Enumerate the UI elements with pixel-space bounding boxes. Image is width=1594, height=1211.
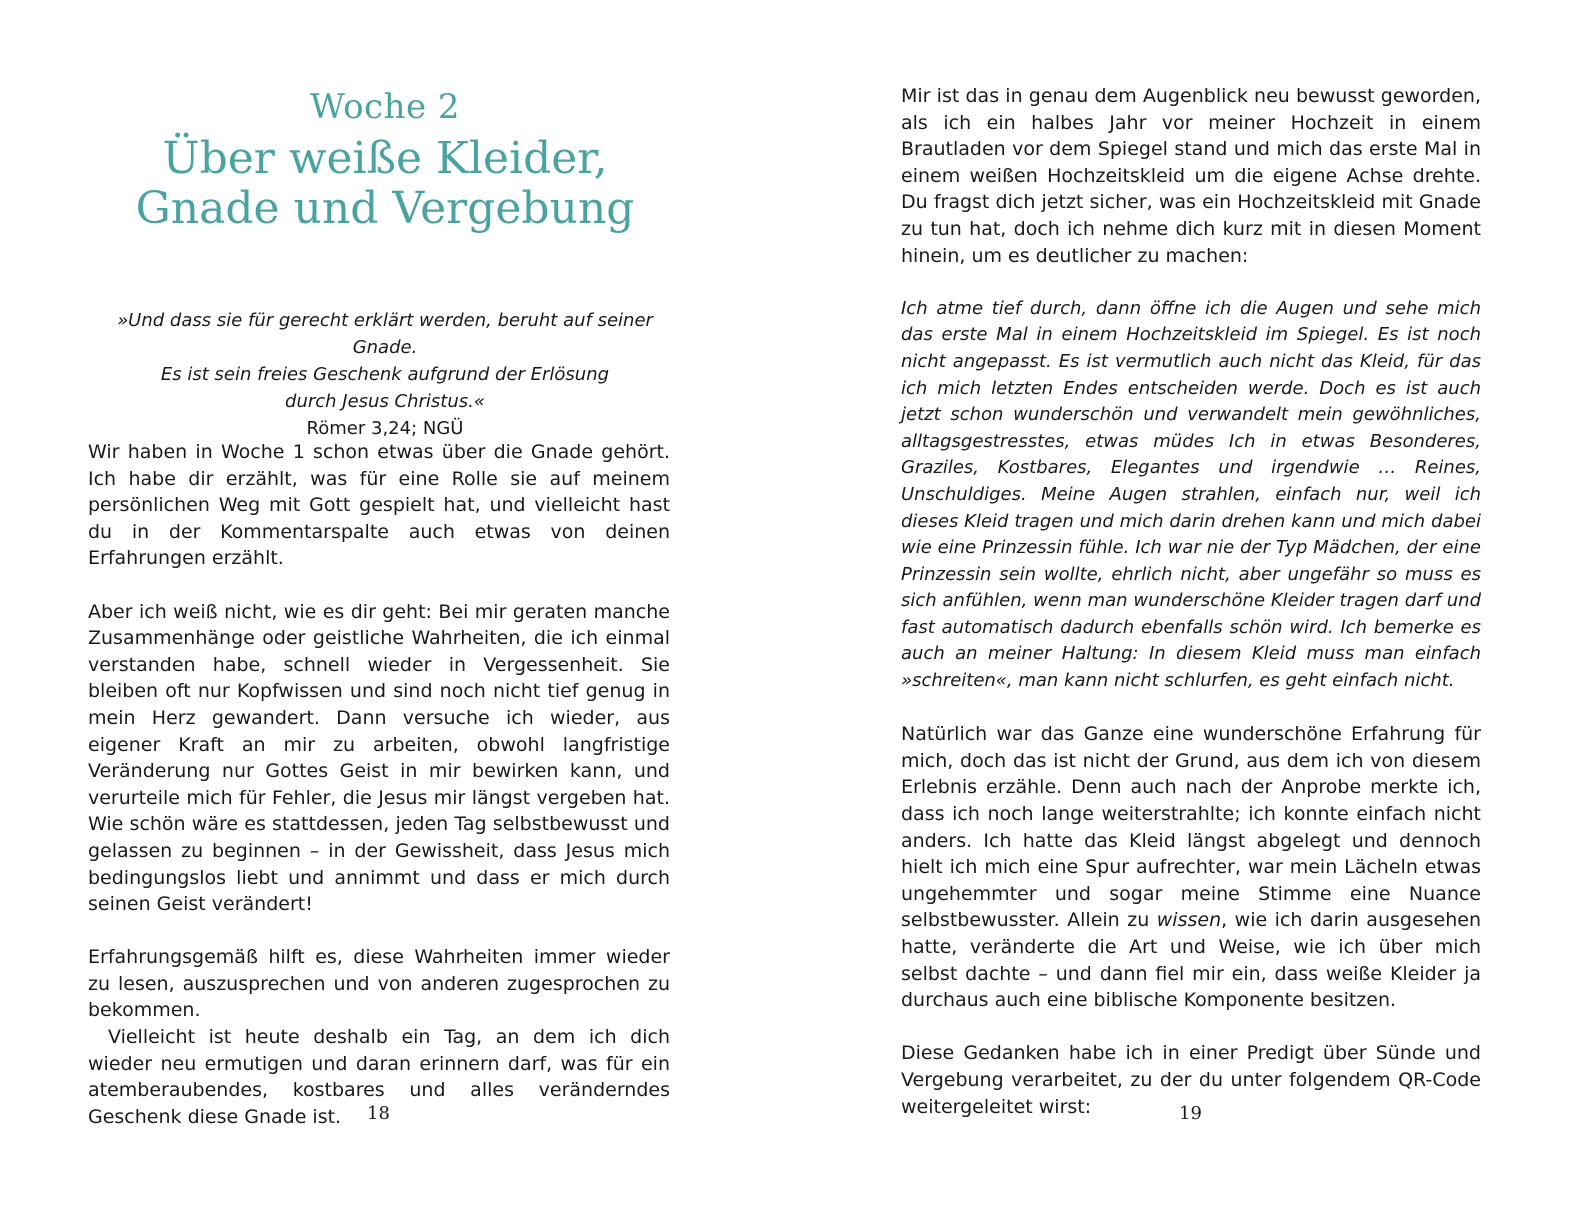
- page-number: 18: [367, 1103, 390, 1124]
- paragraph: Mir ist das in genau dem Augenblick neu bewusst geworden, als ich ein halbes Jahr vor meiner Hochzeit in einem Brautladen vor dem Spiegel stand und mich das erste Mal in einem weißen Hochzeitskleid um die eigene Achse drehte. Du fragst dich jetzt sicher, was ein Hochzeitskleid mit Gnade zu tun hat, doch ich nehme dich kurz mit in diesen Moment hinein, um es deutlicher zu machen:: [901, 85, 1481, 267]
- left-body-text: [88, 439, 670, 1130]
- epigraph-line: Es ist sein freies Geschenk aufgrund der Erlösung: [160, 364, 610, 385]
- paragraph: Diese Gedanken habe ich in einer Predigt über Sünde und Vergebung verarbeitet, zu der du unter folgendem QR-Code weitergeleitet wirst:: [901, 1042, 1481, 1118]
- paragraph: Wir haben in Woche 1 schon etwas über die Gnade gehört. Ich habe dir erzählt, was für eine Rolle sie auf meinem persönlichen Weg mit Gott gespielt hat, und vielleicht hast du in der Kommentarspalte auch etwas von deinen Erfahrungen erzählt.: [88, 441, 670, 570]
- epigraph-reference: Römer 3,24; NGÜ: [306, 418, 464, 439]
- chapter-title: Über weiße Kleider, Gnade und Vergebung: [135, 133, 635, 234]
- week-label: Woche 2: [309, 87, 461, 127]
- paragraph: Vielleicht ist heute deshalb ein Tag, an dem ich dich wieder neu ermutigen und daran erinnern darf, was für ein atemberaubendes, kostbares und alles veränderndes Geschenk diese Gnade ist.: [88, 1026, 670, 1128]
- right-page: [797, 0, 1594, 1211]
- epigraph: [85, 307, 685, 442]
- text-run: Natürlich war das Ganze eine wunderschöne Erfahrung für mich, doch das ist nicht der Grund, aus dem ich von diesem Erlebnis erzähle. Denn auch nach der Anprobe merkte ich, dass ich noch lange weiterstrahlte; ich konnte einfach nicht anders. Ich hatte das Kleid längst abgelegt und dennoch hielt ich mich eine Spur aufrechter, war mein Lächeln etwas ungehemmter und sogar meine Stimme eine Nuance selbstbewusster. Allein zu: [901, 723, 1481, 932]
- emphasized-word: wissen: [1156, 909, 1222, 932]
- epigraph-line: »Und dass sie für gerecht erklärt werden, beruht auf seiner Gnade.: [117, 310, 653, 358]
- paragraph: [901, 721, 1481, 1014]
- right-body-text: [901, 83, 1481, 1120]
- text-run: , wie ich darin ausgesehen hatte, veränderte die Art und Weise, wie ich über mich selbst dachte – und dann fiel mir ein, dass weiße Kleider ja durchaus auch eine biblische Komponente besitzen.: [901, 909, 1481, 1012]
- page-number: 19: [1179, 1103, 1202, 1124]
- chapter-heading: [85, 88, 685, 234]
- paragraph: Aber ich weiß nicht, wie es dir geht: Bei mir geraten manche Zusammenhänge oder geistliche Wahrheiten, die ich einmal verstanden habe, schnell wieder in Vergessenheit. Sie bleiben oft nur Kopfwissen und sind noch nicht tief genug in mein Herz gewandert. Dann versuche ich wieder, aus eigener Kraft an mir zu arbeiten, obwohl langfristige Veränderung nur Gottes Geist in mir bewirken kann, und verurteile mich für Fehler, die Jesus mir längst vergeben hat. Wie schön wäre es stattdessen, jeden Tag selbstbewusst und gelassen zu beginnen – in der Gewissheit, dass Jesus mich bedingungslos liebt und annimmt und dass er mich durch seinen Geist verändert!: [88, 600, 670, 916]
- epigraph-line: durch Jesus Christus.«: [285, 391, 485, 412]
- paragraph: Erfahrungsgemäß hilft es, diese Wahrheiten immer wieder zu lesen, auszusprechen und von anderen zugesprochen zu bekommen.: [88, 946, 670, 1022]
- italic-scene-paragraph: Ich atme tief durch, dann öffne ich die Augen und sehe mich das erste Mal in einem Hochzeitskleid im Spiegel. Es ist noch nicht angepasst. Es ist vermutlich auch nicht das Kleid, für das ich mich letzten Endes entscheiden werde. Doch es ist auch jetzt schon wunderschön und verwandelt mein gewöhnliches, alltagsgestresstes, etwas müdes Ich in etwas Besonderes, Graziles, Kostbares, Elegantes und irgendwie … Reines, Unschuldiges. Meine Augen strahlen, einfach nur, weil ich dieses Kleid tragen und mich darin drehen kann und mich dabei wie eine Prinzessin fühle. Ich war nie der Typ Mädchen, der eine Prinzessin sein wollte, ehrlich nicht, aber ungefähr so muss es sich anfühlen, wenn man wunderschöne Kleider tragen darf und fast automatisch dadurch ebenfalls schön wird. Ich bemerke es auch an meiner Haltung: In diesem Kleid muss man einfach »schreiten«, man kann nicht schlurfen, es geht einfach nicht.: [901, 297, 1481, 692]
